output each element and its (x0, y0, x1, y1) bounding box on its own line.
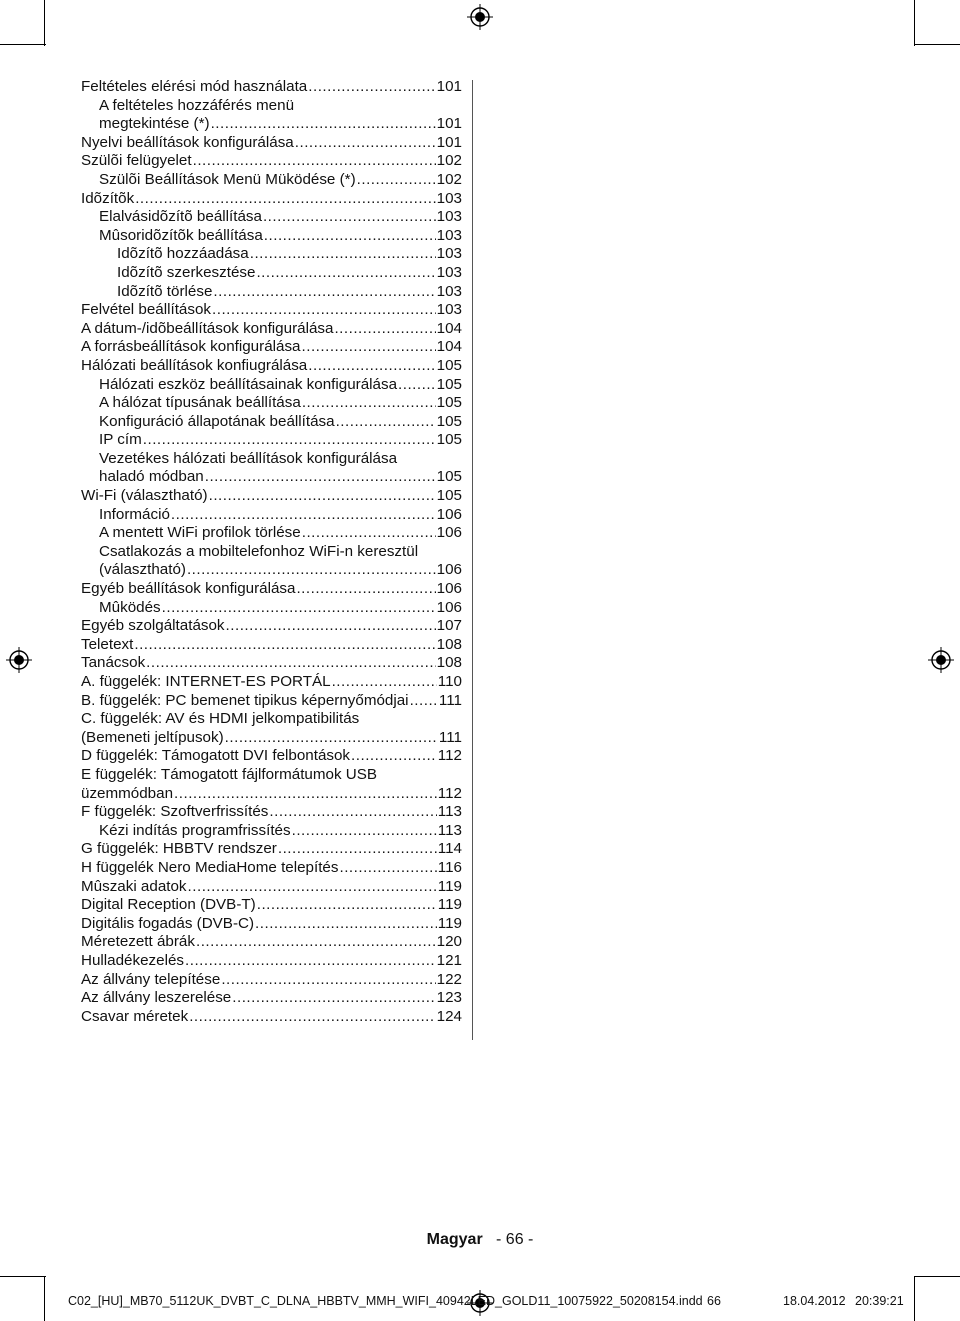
toc-entry (81, 78, 462, 97)
toc-entry-label: D függelék: Támogatott DVI felbontások (81, 747, 351, 765)
toc-entry (81, 171, 462, 190)
toc-entry (81, 840, 462, 859)
toc-entry (81, 654, 462, 673)
toc-leader-dots (334, 320, 435, 339)
toc-entry-label: Felvétel beállítások (81, 301, 212, 319)
toc-leader-dots (308, 357, 435, 376)
toc-entry-label: Feltételes elérési mód használata (81, 78, 308, 95)
toc-entry-page: 105 (436, 356, 462, 374)
toc-entry-page: 105 (436, 431, 462, 449)
toc-entry-label: Hálózati eszköz beállításainak konfigurálása (99, 375, 398, 393)
toc-entry-continuation (81, 97, 462, 116)
toc-entry-page: 121 (436, 951, 462, 969)
toc-entry-page: 120 (436, 933, 462, 951)
toc-entry-page: 105 (436, 468, 462, 486)
toc-entry (81, 506, 462, 525)
toc-entry (81, 729, 462, 748)
toc-entry-page: 102 (436, 152, 462, 170)
toc-entry (81, 599, 462, 618)
toc-entry-page: 111 (438, 728, 462, 746)
toc-entry (81, 115, 462, 134)
toc-leader-dots (213, 283, 435, 302)
toc-entry (81, 971, 462, 990)
toc-entry-page: 111 (438, 691, 462, 709)
toc-entry-label: Szülõi felügyelet (81, 152, 192, 170)
toc-leader-dots (135, 190, 435, 209)
toc-entry-label: B. függelék: PC bemenet tipikus képernyőmódjai (81, 691, 409, 709)
crop-mark-top-left-v (44, 0, 45, 46)
toc-leader-dots (357, 171, 436, 190)
toc-entry-label: Digital Reception (DVB-T) (81, 896, 256, 914)
toc-entry-label: (választható) (99, 561, 186, 579)
toc-entry (81, 561, 462, 580)
toc-entry (81, 487, 462, 506)
toc-entry (81, 989, 462, 1008)
toc-entry-page: 123 (436, 989, 462, 1007)
toc-entry-page: 105 (436, 394, 462, 412)
registration-mark-right-icon (928, 647, 954, 673)
toc-entry (81, 785, 462, 804)
toc-entry-label: üzemmódban (81, 784, 174, 802)
toc-entry-label: Az állvány leszerelése (81, 989, 232, 1007)
toc-entry (81, 747, 462, 766)
toc-leader-dots (205, 468, 436, 487)
toc-entry-continuation (81, 766, 462, 785)
table-of-contents (81, 78, 462, 1026)
toc-leader-dots (143, 431, 436, 450)
toc-entry-page: 104 (436, 338, 462, 356)
toc-leader-dots (250, 245, 436, 264)
page-footer (0, 1231, 960, 1249)
toc-entry (81, 580, 462, 599)
toc-entry-page: 104 (436, 319, 462, 337)
toc-leader-dots (410, 692, 438, 711)
toc-entry-page: 101 (436, 133, 462, 151)
toc-entry-page: 103 (436, 263, 462, 281)
slug-date: 18.04.2012 (783, 1294, 846, 1308)
toc-leader-dots (278, 840, 437, 859)
toc-leader-dots (226, 617, 436, 636)
toc-entry-label: haladó módban (99, 468, 204, 486)
toc-leader-dots (296, 580, 435, 599)
toc-entry-label: A feltételes hozzáférés menü (99, 96, 295, 114)
toc-entry-page: 103 (436, 208, 462, 226)
toc-entry-label: F függelék: Szoftverfrissítés (81, 803, 269, 821)
toc-entry-page: 116 (437, 858, 462, 876)
toc-leader-dots (398, 376, 436, 395)
toc-entry-page: 106 (436, 561, 462, 579)
toc-leader-dots (256, 264, 435, 283)
toc-entry (81, 245, 462, 264)
toc-entry-page: 119 (437, 896, 462, 914)
toc-entry (81, 692, 462, 711)
toc-entry-label: Digitális fogadás (DVB-C) (81, 914, 255, 932)
toc-entry (81, 524, 462, 543)
toc-entry-page: 105 (436, 375, 462, 393)
toc-entry-page: 108 (436, 654, 462, 672)
toc-entry-continuation (81, 450, 462, 469)
toc-entry-label: Kézi indítás programfrissítés (99, 821, 291, 839)
slug-filename: C02_[HU]_MB70_5112UK_DVBT_C_DLNA_HBBTV_MMH_WIFI_40942LED_GOLD11_10075922_50208154.indd (68, 1294, 703, 1308)
toc-leader-dots (332, 673, 437, 692)
toc-entry (81, 673, 462, 692)
toc-leader-dots (185, 952, 436, 971)
toc-entry-label: A hálózat típusának beállítása (99, 394, 301, 412)
toc-entry (81, 822, 462, 841)
toc-leader-dots (134, 636, 435, 655)
toc-entry-label: Idõzítõ törlése (117, 282, 213, 300)
toc-entry-label: (Bemeneti jeltípusok) (81, 728, 224, 746)
toc-entry-label: Idõzítõ hozzáadása (117, 245, 249, 263)
toc-entry-page: 122 (436, 970, 462, 988)
toc-entry-label: A dátum-/idõbeállítások konfigurálása (81, 319, 334, 337)
toc-entry-label: Mûsoridõzítõk beállítása (99, 226, 263, 244)
toc-leader-dots (171, 506, 436, 525)
column-divider (472, 80, 473, 1040)
toc-leader-dots (187, 561, 436, 580)
crop-mark-top-right-h (914, 44, 960, 45)
crop-mark-bottom-left-h (0, 1276, 46, 1277)
toc-entry-label: Teletext (81, 635, 134, 653)
toc-entry-label: A mentett WiFi profilok törlése (99, 524, 301, 542)
crop-mark-bottom-right-h (914, 1276, 960, 1277)
toc-leader-dots (269, 803, 436, 822)
toc-entry-page: 102 (436, 170, 462, 188)
toc-entry-page: 113 (437, 803, 462, 821)
toc-entry-label: Méretezett ábrák (81, 933, 195, 951)
toc-entry-label: Csatlakozás a mobiltelefonhoz WiFi-n keresztül (99, 542, 419, 560)
toc-entry-page: 106 (436, 505, 462, 523)
toc-entry-page: 119 (437, 914, 462, 932)
toc-leader-dots (292, 822, 437, 841)
toc-leader-dots (255, 915, 437, 934)
toc-entry-page: 105 (436, 487, 462, 505)
toc-leader-dots (295, 134, 436, 153)
toc-entry-label: G függelék: HBBTV rendszer (81, 840, 277, 858)
toc-entry-page: 103 (436, 245, 462, 263)
toc-entry (81, 896, 462, 915)
toc-entry (81, 878, 462, 897)
toc-entry-page: 106 (436, 524, 462, 542)
toc-entry-label: Elalvásidõzítõ beállítása (99, 208, 262, 226)
toc-entry-label: Konfiguráció állapotának beállítása (99, 412, 335, 430)
toc-entry-page: 108 (436, 635, 462, 653)
toc-entry (81, 227, 462, 246)
toc-entry-label: H függelék Nero MediaHome telepítés (81, 858, 339, 876)
toc-entry (81, 264, 462, 283)
toc-entry-page: 103 (436, 301, 462, 319)
toc-entry-label: Információ (99, 505, 170, 523)
toc-entry-label: A forrásbeállítások konfigurálása (81, 338, 301, 356)
toc-entry (81, 283, 462, 302)
crop-mark-top-left-h (0, 44, 46, 45)
toc-leader-dots (302, 524, 436, 543)
toc-entry-label: IP cím (99, 431, 142, 449)
toc-entry-page: 119 (437, 877, 462, 895)
toc-entry-page: 110 (437, 673, 462, 690)
toc-entry-continuation (81, 710, 462, 729)
toc-leader-dots (308, 78, 435, 97)
toc-entry-page: 107 (436, 617, 462, 635)
toc-entry (81, 636, 462, 655)
crop-mark-bottom-right-v (914, 1276, 915, 1321)
toc-entry-label: A. függelék: INTERNET-ES PORTÁL (81, 673, 331, 690)
toc-entry-page: 103 (436, 189, 462, 207)
toc-entry-label: Csavar méretek (81, 1007, 189, 1025)
toc-entry-label: Hulladékezelés (81, 951, 184, 969)
toc-entry (81, 413, 462, 432)
toc-leader-dots (146, 654, 435, 673)
toc-leader-dots (196, 933, 436, 952)
toc-leader-dots (302, 394, 436, 413)
toc-entry-page: 112 (437, 747, 462, 765)
registration-mark-left-icon (6, 647, 32, 673)
toc-entry-page: 106 (436, 598, 462, 616)
toc-entry (81, 208, 462, 227)
toc-entry-label: Nyelvi beállítások konfigurálása (81, 133, 294, 151)
toc-entry (81, 915, 462, 934)
toc-entry (81, 338, 462, 357)
toc-leader-dots (174, 785, 437, 804)
toc-entry (81, 468, 462, 487)
toc-entry (81, 376, 462, 395)
footer-page-number: - 66 - (496, 1231, 534, 1248)
crop-mark-bottom-left-v (44, 1276, 45, 1321)
toc-entry-label: C. függelék: AV és HDMI jelkompatibilitás (81, 710, 360, 728)
toc-entry (81, 190, 462, 209)
toc-leader-dots (263, 208, 436, 227)
toc-entry-label: Tanácsok (81, 654, 146, 672)
toc-entry-page: 124 (436, 1007, 462, 1025)
toc-leader-dots (221, 971, 435, 990)
toc-entry (81, 357, 462, 376)
toc-entry (81, 933, 462, 952)
toc-entry-label: Mûszaki adatok (81, 877, 187, 895)
toc-leader-dots (351, 747, 437, 766)
toc-entry (81, 1008, 462, 1027)
toc-leader-dots (225, 729, 438, 748)
toc-entry-label: Hálózati beállítások konfiugrálása (81, 356, 308, 374)
toc-entry-page: 105 (436, 412, 462, 430)
toc-entry-label: Idõzítõk (81, 189, 135, 207)
toc-entry-label: Vezetékes hálózati beállítások konfigurálása (99, 449, 398, 467)
toc-entry-label: Az állvány telepítése (81, 970, 221, 988)
toc-leader-dots (339, 859, 436, 878)
toc-entry (81, 134, 462, 153)
registration-mark-top-icon (467, 4, 493, 30)
toc-entry-page: 113 (437, 821, 462, 839)
toc-entry-page: 103 (436, 226, 462, 244)
slug-page: 66 (707, 1294, 721, 1308)
toc-entry-label: megtekintése (*) (99, 115, 210, 133)
toc-leader-dots (189, 1008, 435, 1027)
toc-entry-page: 101 (436, 78, 462, 95)
toc-entry-label: E függelék: Támogatott fájlformátumok USB (81, 765, 378, 783)
crop-mark-top-right-v (914, 0, 915, 46)
toc-entry (81, 859, 462, 878)
toc-leader-dots (209, 487, 436, 506)
footer-language: Magyar (426, 1231, 483, 1248)
toc-entry (81, 803, 462, 822)
toc-entry-label: Mûködés (99, 598, 161, 616)
toc-leader-dots (336, 413, 436, 432)
toc-entry-continuation (81, 543, 462, 562)
toc-entry (81, 394, 462, 413)
toc-entry-page: 112 (437, 784, 462, 802)
toc-entry (81, 617, 462, 636)
toc-entry-page: 103 (436, 282, 462, 300)
toc-leader-dots (193, 152, 436, 171)
toc-entry (81, 152, 462, 171)
slug-time: 20:39:21 (855, 1294, 904, 1308)
toc-entry-label: Egyéb beállítások konfigurálása (81, 580, 296, 598)
toc-leader-dots (212, 301, 436, 320)
toc-leader-dots (264, 227, 436, 246)
toc-entry-label: Szülõi Beállítások Menü Müködése (*) (99, 170, 356, 188)
toc-leader-dots (232, 989, 435, 1008)
toc-entry-label: Wi-Fi (választható) (81, 487, 208, 505)
toc-entry (81, 952, 462, 971)
toc-leader-dots (188, 878, 437, 897)
toc-entry-page: 101 (436, 115, 462, 133)
toc-entry (81, 320, 462, 339)
toc-leader-dots (302, 338, 436, 357)
toc-entry (81, 431, 462, 450)
toc-entry (81, 301, 462, 320)
toc-leader-dots (162, 599, 436, 618)
toc-entry-page: 114 (437, 840, 462, 858)
toc-leader-dots (211, 115, 436, 134)
toc-entry-page: 106 (436, 580, 462, 598)
toc-entry-label: Egyéb szolgáltatások (81, 617, 225, 635)
toc-leader-dots (257, 896, 437, 915)
toc-entry-label: Idõzítõ szerkesztése (117, 263, 256, 281)
